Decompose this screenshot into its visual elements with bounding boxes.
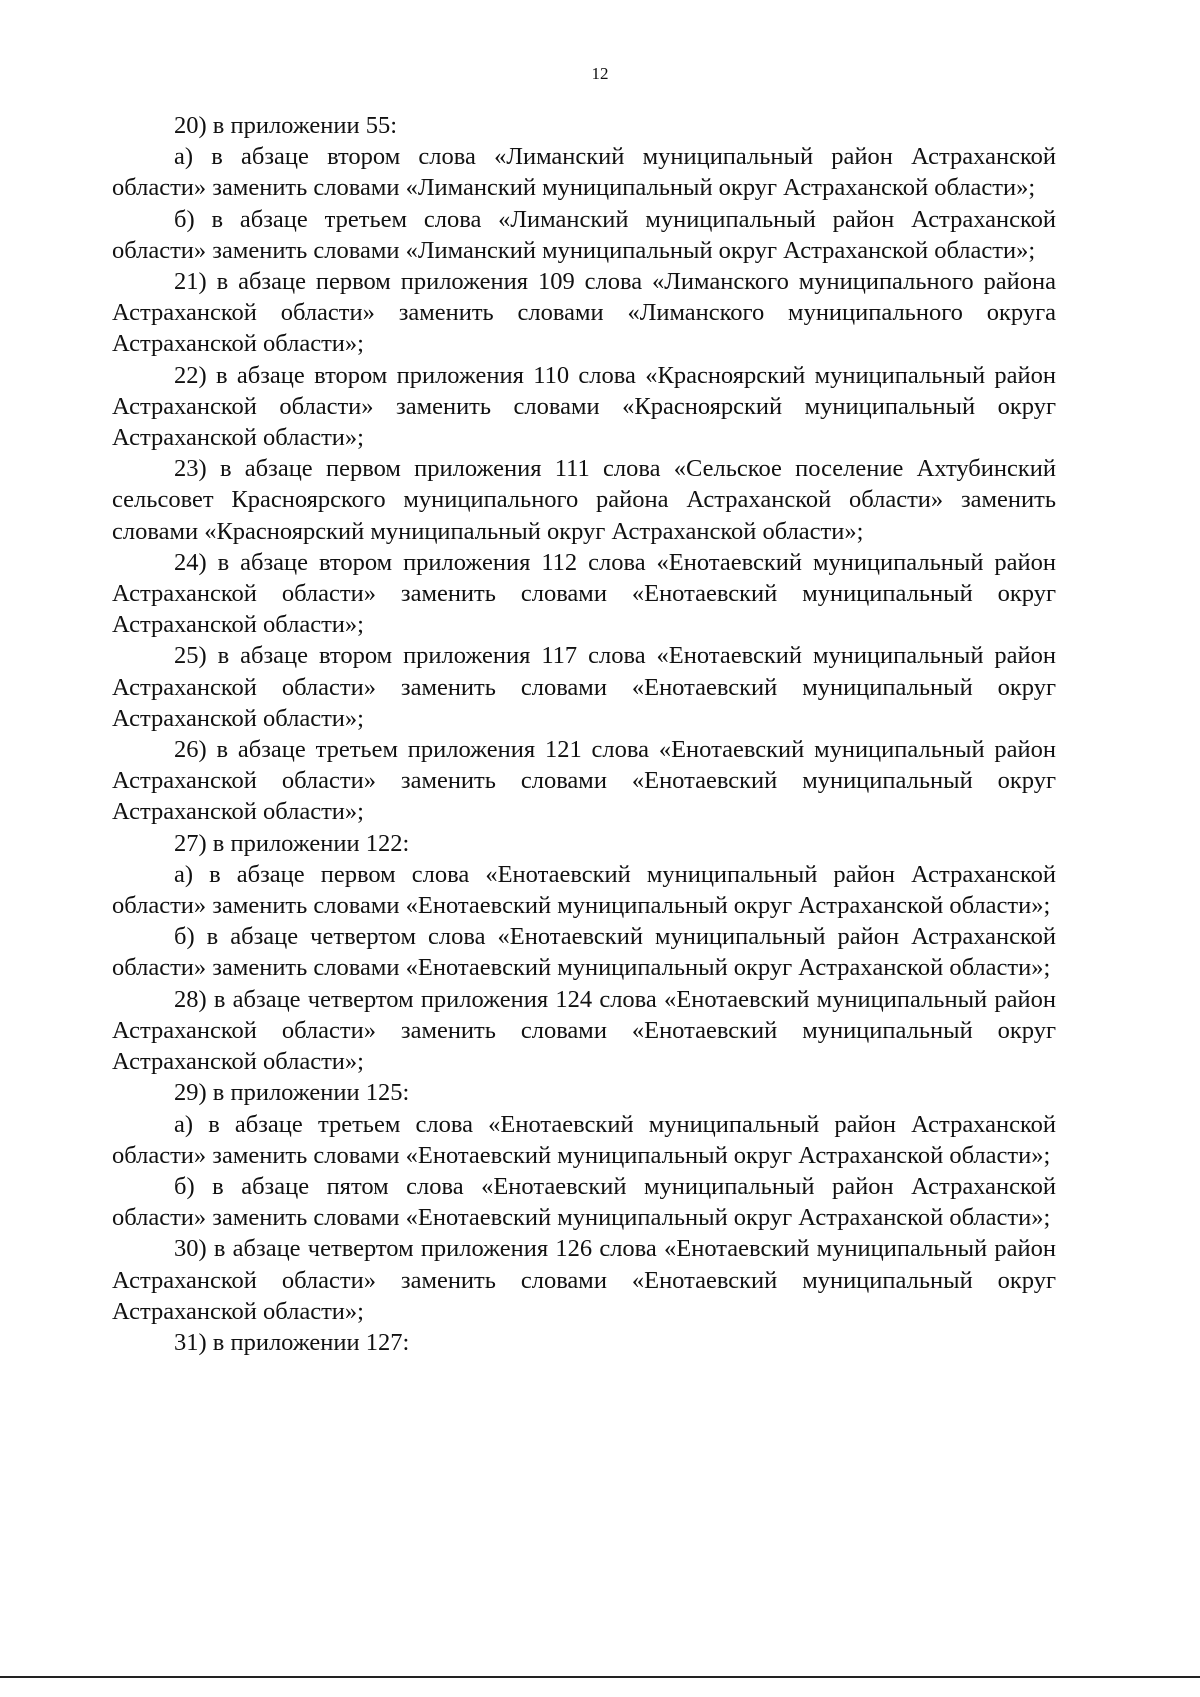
paragraph: 29) в приложении 125: [174, 1079, 410, 1107]
bottom-rule [0, 1676, 1200, 1678]
paragraph: 22) в абзаце втором приложения 110 слова «Красноярский муниципальный район Астраханской области» заменить словами «Красноярский муниципальный округ Астраханской области»; [112, 361, 1056, 452]
paragraph: 25) в абзаце втором приложения 117 слова «Енотаевский муниципальный район Астраханской области» заменить словами «Енотаевский муниципальный округ Астраханской области»; [112, 642, 1056, 732]
paragraph: а) в абзаце первом слова «Енотаевский муниципальный район Астраханской области» заменить словами «Енотаевский муниципальный округ Астраханской области»; [112, 860, 1056, 920]
page-number: 12 [591, 64, 609, 83]
paragraph: 20) в приложении 55: [174, 112, 398, 139]
paragraph: 26) в абзаце третьем приложения 121 слова «Енотаевский муниципальный район Астраханской области» заменить словами «Енотаевский муниципальный округ Астраханской области»; [112, 736, 1056, 826]
paragraph: 28) в абзаце четвертом приложения 124 слова «Енотаевский муниципальный район Астраханской области» заменить словами «Енотаевский муниципальный округ Астраханской области»; [112, 985, 1056, 1076]
paragraph: 21) в абзаце первом приложения 109 слова «Лиманского муниципального района Астраханской области» заменить словами «Лиманского муниципального округа Астраханской области»; [112, 268, 1056, 358]
paragraph: 31) в приложении 127: [174, 1328, 410, 1356]
paragraph: а) в абзаце третьем слова «Енотаевский муниципальный район Астраханской области» заменить словами «Енотаевский муниципальный округ Астраханской области»; [112, 1110, 1056, 1169]
paragraph: а) в абзаце втором слова «Лиманский муниципальный район Астраханской области» заменить словами «Лиманский муниципальный округ Астраханской области»; [112, 143, 1056, 202]
paragraph: б) в абзаце пятом слова «Енотаевский муниципальный район Астраханской области» заменить словами «Енотаевский муниципальный округ Астраханской области»; [112, 1172, 1056, 1232]
paragraph: 30) в абзаце четвертом приложения 126 слова «Енотаевский муниципальный район Астраханской области» заменить словами «Енотаевский муниципальный округ Астраханской области»; [112, 1235, 1056, 1325]
paragraph: б) в абзаце четвертом слова «Енотаевский муниципальный район Астраханской области» заменить словами «Енотаевский муниципальный округ Астраханской области»; [112, 923, 1056, 982]
paragraph: б) в абзаце третьем слова «Лиманский муниципальный район Астраханской области» заменить словами «Лиманский муниципальный округ Астраханской области»; [112, 205, 1056, 264]
paragraph: 27) в приложении 122: [174, 829, 410, 857]
paragraph: 24) в абзаце втором приложения 112 слова «Енотаевский муниципальный район Астраханской области» заменить словами «Енотаевский муниципальный округ Астраханской области»; [112, 548, 1056, 639]
document-body [112, 110, 1056, 1358]
paragraph: 23) в абзаце первом приложения 111 слова «Сельское поселение Ахтубинский сельсовет Красноярского муниципального района Астраханской области» заменить словами «Красноярский муниципальный округ Астраханской области»; [112, 455, 1056, 545]
